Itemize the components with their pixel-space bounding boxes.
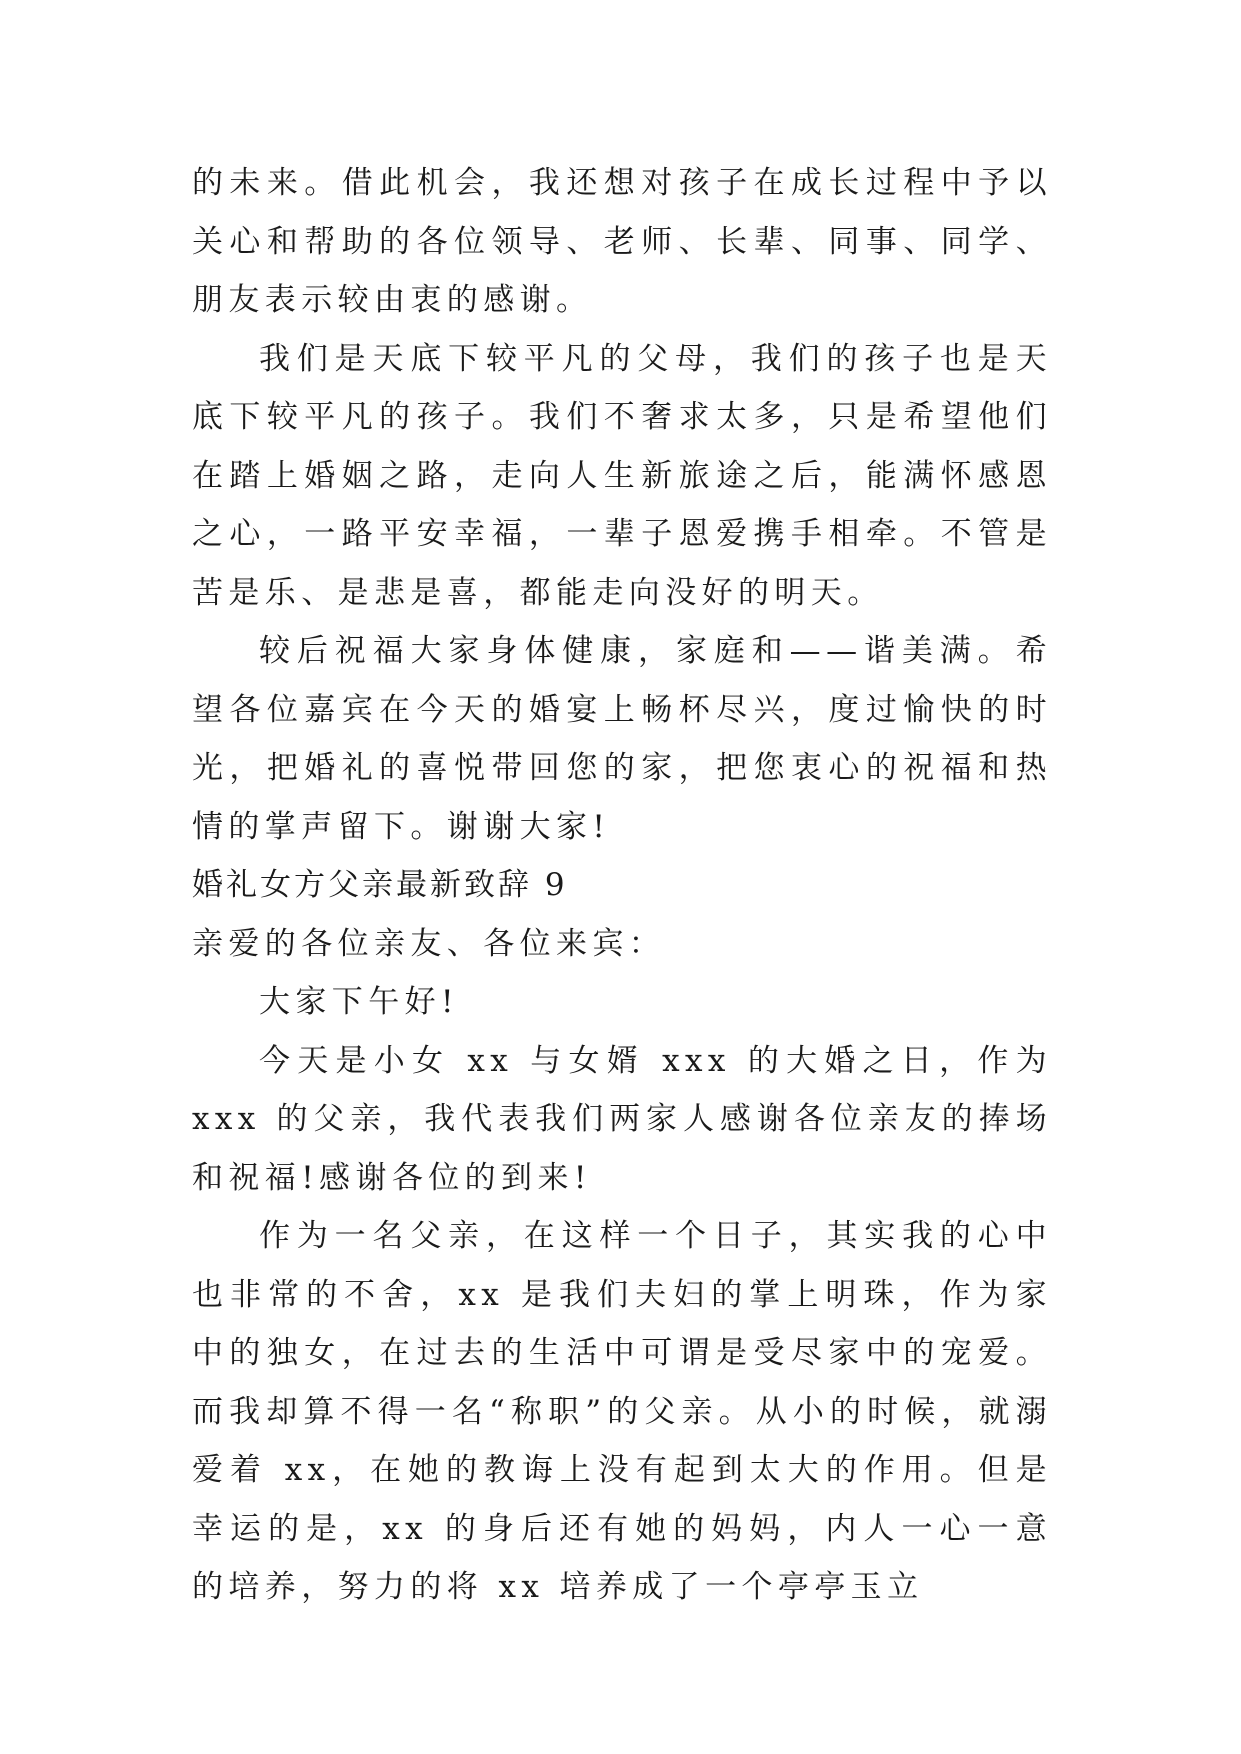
paragraph-closing-thanks: 的未来。借此机会，我还想对孩子在成长过程中予以关心和帮助的各位领导、老师、长辈、同事、同学、朋友表示较由衷的感谢。: [192, 165, 1052, 318]
section-heading: 婚礼女方父亲最新致辞 9: [192, 867, 568, 903]
document-body: [192, 154, 1052, 1617]
paragraph-final-blessing: 较后祝福大家身体健康，家庭和——谐美满。希望各位嘉宾在今天的婚宴上畅杯尽兴，度过愉快的时光，把婚礼的喜悦带回您的家，把您衷心的祝福和热情的掌声留下。谢谢大家!: [192, 633, 1052, 845]
paragraph-parents-wish: 我们是天底下较平凡的父母，我们的孩子也是天底下较平凡的孩子。我们不奢求太多，只是希望他们在踏上婚姻之路，走向人生新旅途之后，能满怀感恩之心，一路平安幸福，一辈子恩爱携手相牵。不管是苦是乐、是悲是喜，都能走向没好的明天。: [192, 340, 1052, 611]
paragraph-salutation: 亲爱的各位亲友、各位来宾：: [192, 925, 666, 962]
paragraph-introduction: 今天是小女 xx 与女婿 xxx 的大婚之日，作为 xxx 的父亲，我代表我们两家人感谢各位亲友的捧场和祝福!感谢各位的到来!: [192, 1042, 1052, 1196]
paragraph-greeting: 大家下午好!: [259, 984, 459, 1020]
paragraph-father-feelings: 作为一名父亲，在这样一个日子，其实我的心中也非常的不舍，xx 是我们夫妇的掌上明珠，作为家中的独女，在过去的生活中可谓是受尽家中的宠爱。而我却算不得一名“称职”的父亲。从小的时候，就溺爱着 xx，在她的教诲上没有起到太大的作用。但是幸运的是，xx 的身后还有她的妈妈，内人一心一意的培养，努力的将 xx 培养成了一个亭亭玉立: [192, 1218, 1052, 1605]
